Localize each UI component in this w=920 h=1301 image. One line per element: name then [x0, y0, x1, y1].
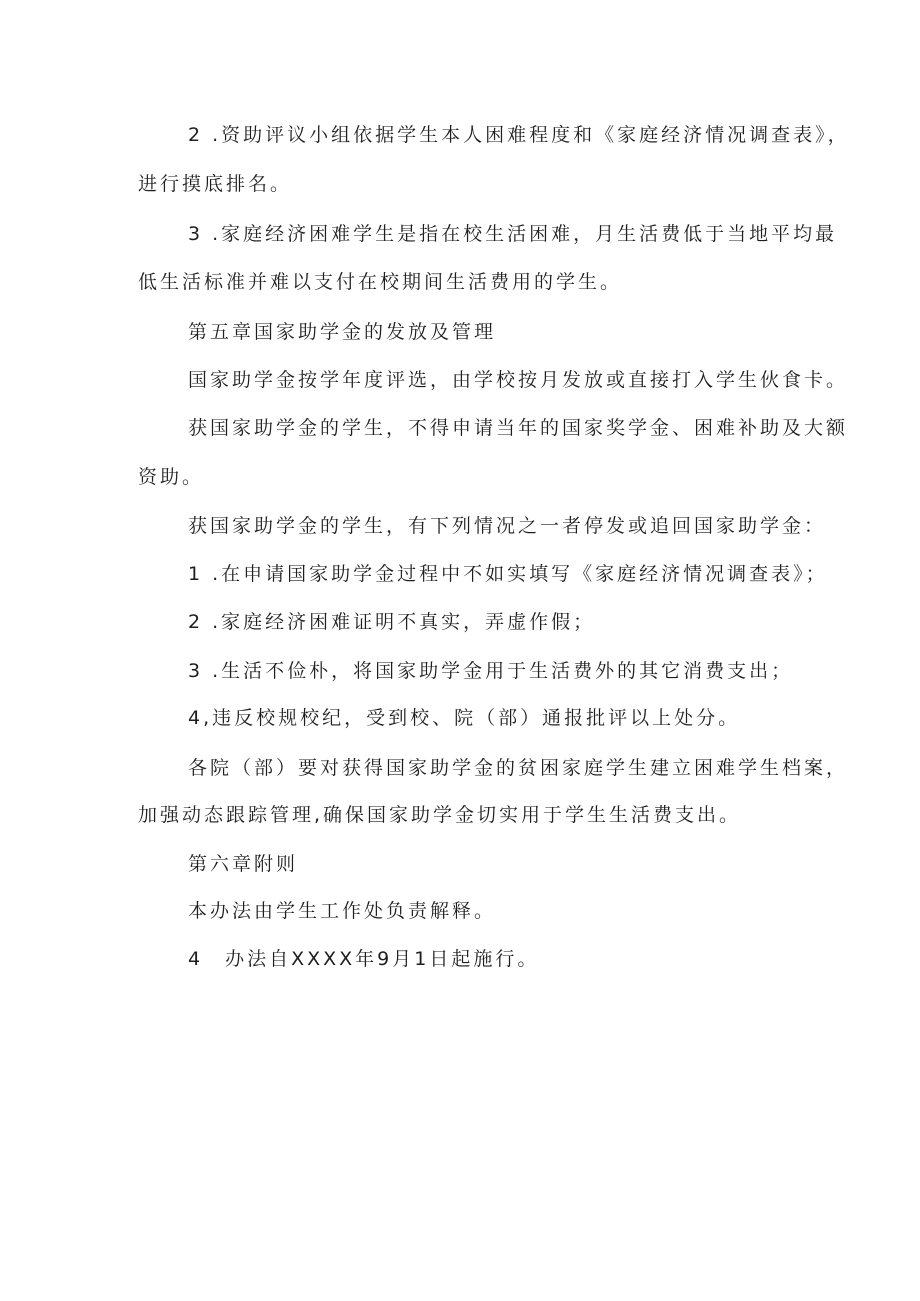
list-item: 1 .在申请国家助学金过程中不如实填写《家庭经济情况调查表》；	[188, 563, 828, 585]
paragraph-line: 本办法由学生工作处负责解释。	[188, 900, 497, 922]
paragraph-line: 4 办法自XXXX年9月1日起施行。	[188, 948, 540, 970]
paragraph-line: 国家助学金按学年度评选，由学校按月发放或直接打入学生伙食卡。	[188, 369, 849, 391]
paragraph-line: 加强动态跟踪管理,确保国家助学金切实用于学生生活费支出。	[138, 804, 742, 826]
paragraph-line: 获国家助学金的学生，有下列情况之一者停发或追回国家助学金：	[188, 515, 827, 537]
paragraph-line: 低生活标准并难以支付在校期间生活费用的学生。	[138, 271, 623, 293]
paragraph-line: 3 .家庭经济困难学生是指在校生活困难，月生活费低于当地平均最	[188, 223, 838, 245]
chapter-heading: 第六章附则	[188, 853, 299, 875]
paragraph-line: 2 .资助评议小组依据学生本人困难程度和《家庭经济情况调查表》，	[188, 124, 850, 146]
paragraph-line: 资助。	[138, 466, 205, 488]
chapter-heading: 第五章国家助学金的发放及管理	[188, 321, 497, 343]
list-item: 2 .家庭经济困难证明不真实，弄虚作假；	[188, 611, 596, 633]
list-item: 4,违反校规校纪，受到校、院（部）通报批评以上处分。	[188, 707, 741, 729]
list-item: 3 .生活不俭朴，将国家助学金用于生活费外的其它消费支出；	[188, 660, 794, 682]
paragraph-line: 进行摸底排名。	[138, 173, 293, 195]
paragraph-line: 获国家助学金的学生，不得申请当年的国家奖学金、困难补助及大额	[188, 417, 849, 439]
paragraph-line: 各院（部）要对获得国家助学金的贫困家庭学生建立困难学生档案，	[188, 757, 849, 779]
